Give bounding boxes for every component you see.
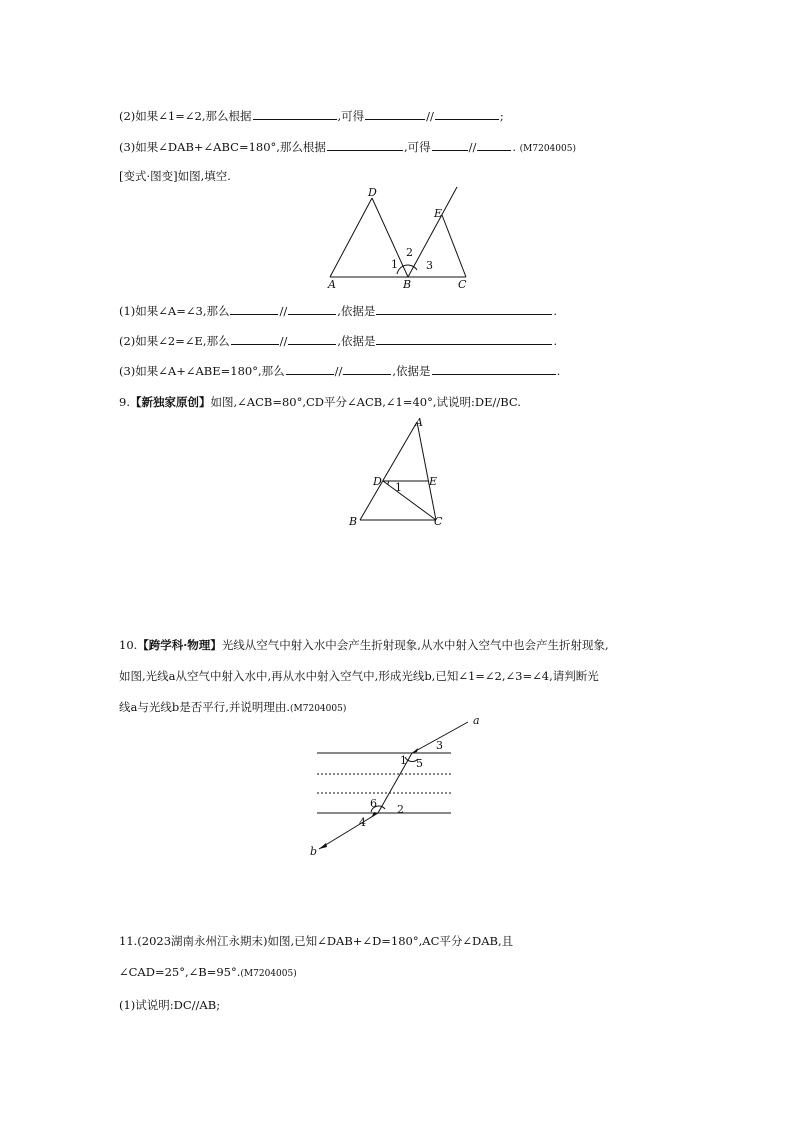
answer-blank[interactable] [376, 333, 552, 345]
label-e: E [434, 207, 443, 220]
angle-label-1: 1 [391, 258, 398, 271]
label-d: D [368, 186, 377, 199]
angle-label-2: 2 [406, 246, 413, 259]
label-b: B [349, 515, 358, 528]
q9-statement: 9.【新独家原创】如图,∠ACB=80°,CD平分∠ACB,∠1=40°,试说明:DE//BC. [119, 395, 521, 409]
q11-line2: ∠CAD=25°,∠B=95°.(M7204005) [119, 965, 297, 979]
label-c: C [458, 278, 467, 291]
label-d: D [373, 475, 382, 488]
q10-line3: 线a与光线b是否平行,并说明理由.(M7204005) [119, 700, 347, 714]
angle-label-1: 1 [400, 754, 407, 767]
arrow-head [319, 843, 327, 849]
answer-blank[interactable] [343, 363, 391, 375]
answer-blank[interactable] [286, 363, 334, 375]
angle-label-4: 4 [359, 816, 366, 829]
angle-label-6: 6 [370, 797, 377, 810]
segment-db [372, 198, 408, 277]
q8-variant-heading: [变式·图变]如图,填空. [119, 169, 231, 183]
answer-blank[interactable] [327, 139, 403, 151]
q8-variant-2: (2)如果∠2=∠E,那么 // ,依据是 . [119, 334, 558, 348]
figure-refraction [305, 712, 495, 862]
figure-triangles [320, 182, 480, 292]
label-c: C [434, 515, 443, 528]
label-a: A [328, 278, 336, 291]
segment-ac [417, 422, 436, 520]
answer-blank[interactable] [231, 333, 279, 345]
angle-label-3: 3 [436, 739, 443, 752]
angle-arc [388, 481, 389, 485]
angle-label-5: 5 [416, 757, 423, 770]
angle-label-1: 1 [395, 481, 402, 494]
q11-part1: (1)试说明:DC//AB; [119, 998, 221, 1012]
answer-blank[interactable] [477, 139, 511, 151]
angle-label-3: 3 [426, 259, 433, 272]
angle-arc [397, 265, 417, 274]
answer-blank[interactable] [288, 333, 336, 345]
label-e: E [429, 475, 438, 488]
answer-blank[interactable] [365, 108, 425, 120]
light-ray-b [319, 813, 378, 849]
label-ray-a: a [473, 714, 480, 727]
answer-blank[interactable] [288, 303, 336, 315]
label-a: A [415, 416, 423, 429]
angle-label-2: 2 [397, 803, 404, 816]
answer-blank[interactable] [253, 108, 337, 120]
q8-part2: (2)如果∠1=∠2,那么根据 ,可得 // ; [119, 109, 504, 123]
q8-part3: (3)如果∠DAB+∠ABC=180°,那么根据 ,可得 // . (M7204005) [119, 140, 576, 154]
segment-ad [330, 198, 372, 277]
answer-blank[interactable] [432, 139, 468, 151]
figure-triangle-abc [340, 412, 460, 532]
label-ray-b: b [310, 845, 318, 858]
answer-blank[interactable] [432, 363, 556, 375]
segment-ec [442, 215, 466, 277]
q10-line2: 如图,光线a从空气中射入水中,再从水中射入空气中,形成光线b,已知∠1=∠2,∠3=∠4,请判断光 [119, 669, 599, 683]
label-b: B [403, 278, 412, 291]
answer-blank[interactable] [230, 303, 278, 315]
q11-line1: 11.(2023湖南永州江永期末)如图,已知∠DAB+∠D=180°,AC平分∠DAB,且 [119, 934, 514, 948]
q10-line1: 10.【跨学科·物理】光线从空气中射入水中会产生折射现象,从水中射入空气中也会产生折射现象, [119, 638, 609, 652]
answer-blank[interactable] [435, 108, 499, 120]
answer-blank[interactable] [376, 303, 552, 315]
q8-variant-1: (1)如果∠A=∠3,那么 // ,依据是 . [119, 304, 558, 318]
q8-variant-3: (3)如果∠A+∠ABE=180°,那么 // ,依据是 . [119, 364, 561, 378]
segment-ab [360, 422, 417, 520]
